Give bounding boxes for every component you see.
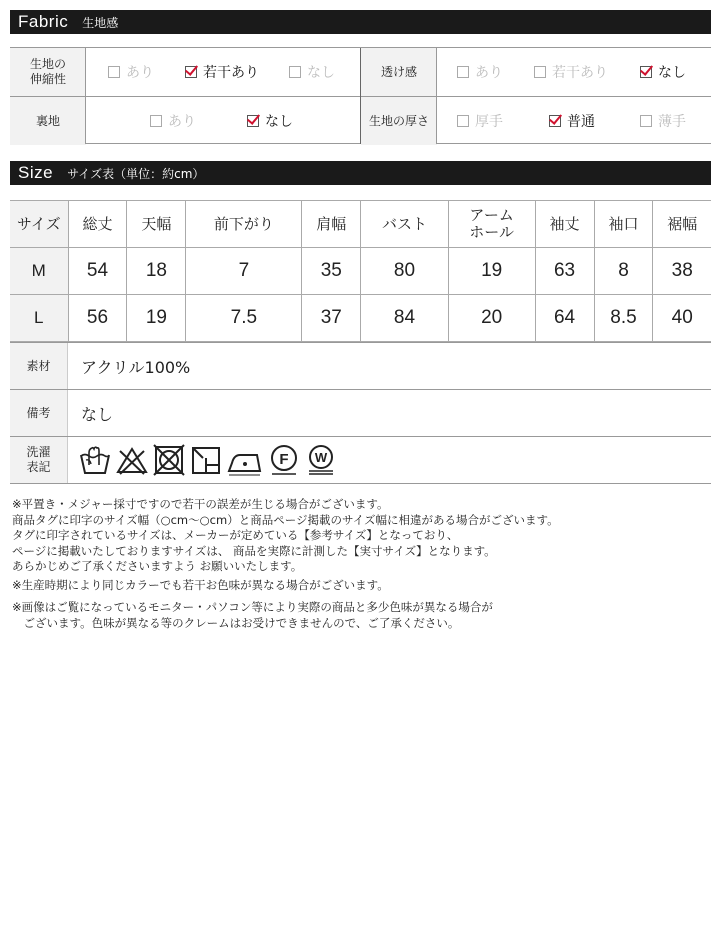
option-lining-no: なし <box>247 97 293 145</box>
note-line: ページに掲載いたしておりますサイズは、 商品を実際に計測した【実寸サイズ】となります。 <box>12 543 496 558</box>
size-section-header <box>10 161 711 185</box>
table-cell: 64 <box>535 295 594 342</box>
option-stretch-slight: 若干あり <box>185 48 259 96</box>
option-sheer-no: なし <box>640 48 686 96</box>
option-stretch-no: なし <box>289 48 335 96</box>
no-tumble-dry-icon <box>152 443 186 477</box>
fabric-label-stretch: 生地の 伸縮性 <box>10 48 86 96</box>
table-cell: 54 <box>68 248 127 295</box>
fabric-subtitle: 生地感 <box>82 15 119 30</box>
checkbox-icon <box>150 115 162 127</box>
table-row <box>10 295 711 342</box>
size-table-header <box>10 201 711 248</box>
column-header: 袖口 <box>594 201 653 248</box>
care-icons <box>68 437 341 483</box>
fabric-title: Fabric <box>18 12 69 31</box>
table-cell: 84 <box>361 295 448 342</box>
fabric-label-lining: 裏地 <box>10 97 86 145</box>
size-table <box>10 200 711 342</box>
note-line: 商品タグに印字のサイズ幅（○cm〜○cm）と商品ページ掲載のサイズ幅に相違がある場合がございます。 <box>12 512 559 527</box>
wet-clean-w-icon <box>304 443 338 477</box>
table-cell: 40 <box>653 295 711 342</box>
table-cell: 37 <box>302 295 361 342</box>
table-cell: 7 <box>186 248 302 295</box>
note-line: ※平置き・メジャー採寸ですので若干の誤差が生じる場合がございます。 <box>12 497 389 511</box>
table-cell: 7.5 <box>186 295 302 342</box>
svg-text:W: W <box>314 450 328 465</box>
fabric-section-header <box>10 10 711 34</box>
note-line: ※生産時期により同じカラーでも若干お色味が異なる場合がございます。 <box>12 577 389 592</box>
fabric-grid <box>10 47 711 144</box>
table-cell: 8 <box>594 248 653 295</box>
note-line: ございます。色味が異なる等のクレームはお受けできませんので、ご了承ください。 <box>12 615 460 630</box>
checked-checkbox-icon <box>185 66 197 78</box>
column-header: 袖丈 <box>535 201 594 248</box>
notes <box>12 497 712 631</box>
size-subtitle: サイズ表（単位：約cm） <box>67 166 205 181</box>
size-label: L <box>10 295 68 342</box>
hand-wash-icon <box>78 443 112 477</box>
table-cell: 8.5 <box>594 295 653 342</box>
iron-low-icon <box>226 443 264 477</box>
checked-checkbox-icon <box>640 66 652 78</box>
table-cell: 35 <box>302 248 361 295</box>
dry-clean-f-icon <box>267 443 301 477</box>
option-sheer-slight: 若干あり <box>534 48 608 96</box>
size-label: M <box>10 248 68 295</box>
care-label: 洗濯 表記 <box>10 437 68 483</box>
checkbox-icon <box>640 115 652 127</box>
column-header: 前下がり <box>186 201 302 248</box>
table-cell: 18 <box>127 248 186 295</box>
product-info <box>10 342 711 484</box>
size-header-label: サイズ <box>10 201 68 248</box>
svg-text:F: F <box>279 451 289 468</box>
option-sheer-yes: あり <box>457 48 503 96</box>
column-header: 総丈 <box>68 201 127 248</box>
fabric-label-sheer: 透け感 <box>361 48 437 96</box>
no-bleach-icon <box>115 443 149 477</box>
table-row <box>10 248 711 295</box>
column-header: 裾幅 <box>653 201 711 248</box>
table-cell: 19 <box>127 295 186 342</box>
size-title: Size <box>18 163 54 182</box>
checkbox-icon <box>457 115 469 127</box>
table-cell: 19 <box>448 248 535 295</box>
note-line: ※画像はご覧になっているモニター・パソコン等により実際の商品と多少色味が異なる場合が <box>12 600 493 614</box>
care-row <box>10 437 711 484</box>
material-label: 素材 <box>10 343 68 389</box>
table-cell: 20 <box>448 295 535 342</box>
note-line: タグに印字されているサイズは、メーカーが定めている【参考サイズ】となっており、 <box>12 528 459 542</box>
option-thickness-normal: 普通 <box>549 97 595 145</box>
checkbox-icon <box>289 66 301 78</box>
note-line: あらかじめご了承くださいますよう お願いいたします。 <box>12 559 303 573</box>
checkbox-icon <box>108 66 120 78</box>
remarks-label: 備考 <box>10 390 68 436</box>
fabric-label-thickness: 生地の厚さ <box>361 97 437 145</box>
column-header: バスト <box>361 201 448 248</box>
material-row <box>10 343 711 390</box>
option-stretch-yes: あり <box>108 48 154 96</box>
line-dry-shade-icon <box>189 443 223 477</box>
checkbox-icon <box>534 66 546 78</box>
option-thickness-thin: 薄手 <box>640 97 686 145</box>
checked-checkbox-icon <box>247 115 259 127</box>
checkbox-icon <box>457 66 469 78</box>
table-cell: 38 <box>653 248 711 295</box>
table-cell: 63 <box>535 248 594 295</box>
column-header: 肩幅 <box>302 201 361 248</box>
option-thickness-thick: 厚手 <box>457 97 503 145</box>
remarks-row <box>10 390 711 437</box>
table-cell: 80 <box>361 248 448 295</box>
option-lining-yes: あり <box>150 97 196 145</box>
column-header: 天幅 <box>127 201 186 248</box>
table-cell: 56 <box>68 295 127 342</box>
column-header: アーム ホール <box>448 201 535 248</box>
checked-checkbox-icon <box>549 115 561 127</box>
material-value: アクリル100% <box>81 357 191 377</box>
remarks-value: なし <box>81 404 114 424</box>
